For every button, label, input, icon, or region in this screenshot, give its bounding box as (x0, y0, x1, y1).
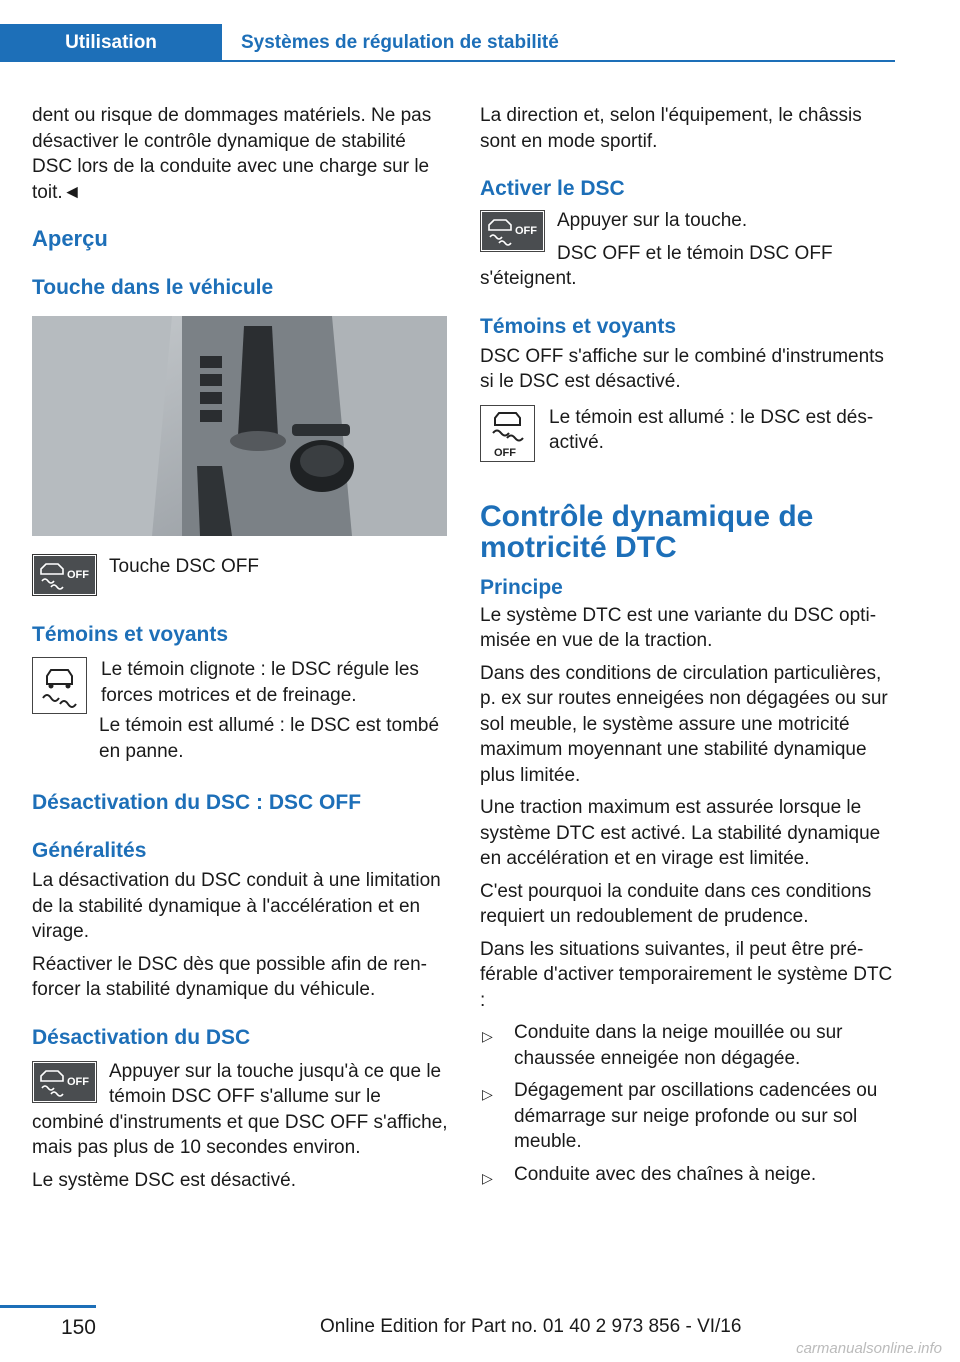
dtc-p3: Une traction maximum est assurée lorsque le système DTC est activé. La stabilité dynamique en accélération et en virage est limitée. (480, 797, 881, 869)
triangle-right-icon: ▷ (482, 1086, 493, 1102)
dsc-off-button-icon (32, 554, 97, 596)
caption-dsc-off: Touche DSC OFF (109, 556, 259, 577)
heading-desactivation-dsc-off: Désactivation du DSC : DSC OFF (32, 791, 362, 814)
heading-activer-dsc: Activer le DSC (480, 177, 625, 200)
svg-text:OFF: OFF (515, 225, 537, 237)
list-item: ▷ Dégagement par oscillations cadencées ou démarrage sur neige profonde ou sur sol meuble. (482, 1080, 878, 1152)
header-section-title: Systèmes de régulation de stabilité (241, 32, 559, 53)
header-rule (0, 60, 895, 62)
temoins-right-p1: DSC OFF s'affiche sur le combiné d'instruments si le DSC est désactivé. (480, 345, 884, 392)
triangle-right-icon: ▷ (482, 1028, 493, 1044)
temoin-dsc-off-row (480, 405, 898, 463)
desactivation-p2: Le système DSC est désactivé. (32, 1169, 296, 1191)
list-item: ▷ Conduite dans la neige mouillée ou sur chaussée enneigée non dégagée. (482, 1022, 843, 1069)
footer-edition: Online Edition for Part no. 01 40 2 973 856 - VI/16 (320, 1316, 742, 1337)
svg-text:OFF: OFF (494, 446, 516, 459)
dtc-p1: Le système DTC est une variante du DSC optimisée en vue de la traction. (480, 604, 877, 651)
svg-text:OFF: OFF (67, 569, 89, 581)
heading-temoins-right: Témoins et voyants (480, 314, 677, 338)
temoin-allume-text: Le témoin est allumé : le DSC est tombé en panne. (99, 715, 440, 762)
dsc-off-warning-icon (480, 405, 535, 462)
footer-rule (0, 1305, 96, 1308)
page-number: 150 (60, 1316, 96, 1339)
temoin-clignote-row (32, 657, 450, 715)
dsc-off-button-icon (32, 1061, 97, 1103)
watermark: carmanualsonline.info (796, 1340, 942, 1357)
desactivation-p1: Appuyer sur la touche jusqu'à ce que le témoin DSC OFF s'allume sur le combiné d'instruments et que DSC OFF s'affiche, mais pas plus de 10 secondes environ. (32, 1060, 448, 1158)
center-console-photo (32, 316, 447, 536)
dsc-off-caption-row (32, 554, 450, 596)
heading-principe: Principe (480, 575, 563, 599)
heading-dtc: Contrôle dynamique de motricité DTC (480, 499, 814, 564)
header-tab-utilisation: Utilisation (0, 24, 222, 62)
left-intro: dent ou risque de dommages matériels. Ne pas désactiver le contrôle dynamique de stabilité DSC lors de la conduite avec une charge sur le toit.◄ (32, 105, 432, 203)
dtc-p2: Dans des conditions de circulation particulières, p. ex sur routes enneigées non dégagées ou sur sol meuble, le système assure une motricité maximum moyennant une stabilité dynamique plus limitée. (480, 662, 888, 786)
left-column (32, 103, 450, 1200)
heading-touche-vehicule: Touche dans le véhicule (32, 276, 274, 299)
dsc-off-button-icon (480, 210, 545, 252)
generalites-p1: La désactivation du DSC conduit à une limitation de la stabilité dynamique à l'accélération et en virage. (32, 870, 441, 942)
triangle-right-icon: ▷ (482, 1169, 493, 1186)
right-intro: La direction et, selon l'équipement, le châssis sont en mode sportif. (480, 105, 862, 152)
dtc-p4: C'est pourquoi la conduite dans ces conditions requiert un redoublement de prudence. (480, 880, 872, 927)
temoins-right-p2: Le témoin est allumé : le DSC est désactivé. (549, 406, 874, 453)
dtc-p5: Dans les situations suivantes, il peut être préférable d'activer temporairement le système DTC : (480, 938, 893, 1011)
activer-p2: DSC OFF et le témoin DSC OFF s'éteignent. (480, 242, 833, 289)
generalites-p2: Réactiver le DSC dès que possible afin de renforcer la stabilité dynamique du véhicule. (32, 953, 427, 1000)
activer-p1: Appuyer sur la touche. (557, 210, 748, 231)
right-column (480, 103, 898, 1194)
dtc-situations-list (480, 1020, 898, 1187)
svg-text:OFF: OFF (67, 1075, 89, 1088)
heading-temoins-left: Témoins et voyants (32, 623, 229, 646)
dsc-skid-warning-icon (32, 657, 87, 714)
desactivation-block (32, 1059, 450, 1161)
heading-generalites: Généralités (32, 839, 147, 862)
list-item: ▷ Conduite avec des chaînes à neige. (480, 1162, 898, 1188)
heading-desactivation-dsc: Désactivation du DSC (32, 1025, 251, 1049)
heading-apercu: Aperçu (32, 226, 108, 251)
activer-block (480, 208, 898, 292)
temoin-clignote-text: Le témoin clignote : le DSC régule les forces motrices et de freinage. (101, 659, 419, 706)
